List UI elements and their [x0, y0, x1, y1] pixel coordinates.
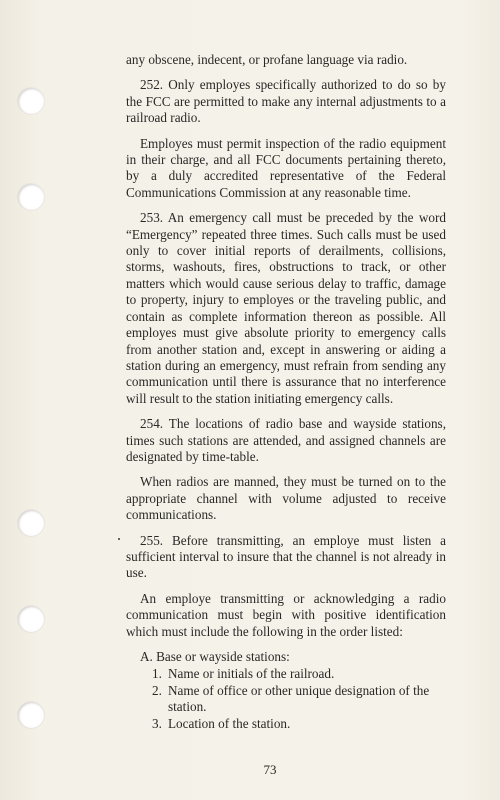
- list-heading: A. Base or wayside stations:: [140, 649, 290, 664]
- text-column: [126, 52, 446, 732]
- binder-hole: [18, 606, 44, 632]
- list-items: [126, 666, 446, 732]
- list-item-number: 1.: [152, 666, 162, 682]
- binder-hole: [18, 184, 44, 210]
- list-item-number: 3.: [152, 715, 162, 731]
- identification-list: [126, 649, 446, 732]
- paragraph-continuation: any obscene, indecent, or profane language via radio.: [126, 52, 408, 67]
- list-item-text: Name or initials of the railroad.: [168, 666, 335, 682]
- list-item-number: 2.: [152, 682, 162, 698]
- binder-hole: [18, 510, 44, 536]
- paragraph-identification: An employe transmitting or acknowledging a radio communication must begin with positive identification which must include the following in the order listed:: [126, 590, 446, 639]
- list-item-text: Location of the station.: [168, 715, 291, 731]
- list-item-text: Name of office or other unique designation of the station.: [168, 682, 430, 715]
- rule-253: 253. An emergency call must be preceded by the word “Emergency” repeated three times. Such calls must be used only to cover initial reports of derailments, collisions, storms, washouts, fires, obstructions to track, or other matters which would cause serious delay to traffic, damage to property, injury to employes or the traveling public, and contain as complete information thereon as possible. All employes must give absolute priority to emergency calls from another station and, except in answering or aiding a station during an emergency, must refrain from sending any communication until there is assurance that no interference will result to the station initiating emergency calls.: [126, 210, 446, 406]
- paragraph-inspection: Employes must permit inspection of the radio equipment in their charge, and all FCC documents pertaining thereto, by a duly accredited representative of the Federal Communications Commission at any reasonable time.: [126, 135, 446, 200]
- rule-255: 255. Before transmitting, an employe must listen a sufficient interval to insure that the channel is not already in use.: [126, 532, 446, 581]
- page-number: 73: [263, 762, 277, 777]
- list-item: [126, 666, 446, 682]
- binder-hole: [18, 702, 44, 728]
- list-item: [126, 683, 446, 716]
- rule-254: 254. The locations of radio base and wayside stations, times such stations are attended, and assigned channels are designated by time-table.: [126, 416, 446, 464]
- ink-speck: [118, 538, 120, 540]
- paragraph-radios-manned: When radios are manned, they must be turned on to the appropriate channel with volume adjusted to receive communications.: [126, 474, 446, 523]
- rule-252: 252. Only employes specifically authorized to do so by the FCC are permitted to make any internal adjustments to a railroad radio.: [126, 77, 446, 126]
- list-item: [126, 716, 446, 732]
- binder-hole: [18, 88, 44, 114]
- binder-holes: [0, 0, 60, 800]
